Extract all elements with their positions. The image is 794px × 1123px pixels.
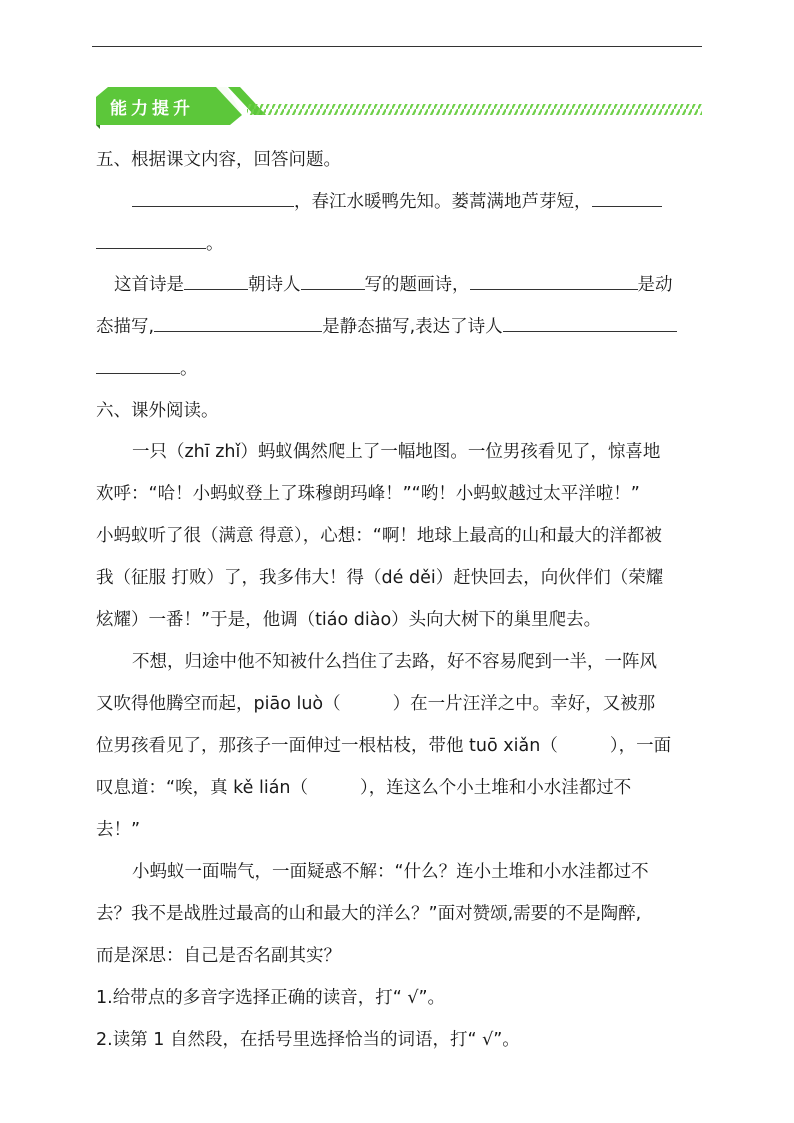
answer-blank[interactable] bbox=[154, 315, 322, 332]
q6-p2-line: 去！” bbox=[96, 820, 141, 840]
q6-p1-line: 一只（zhī zhǐ）蚂蚁偶然爬上了一幅地图。一位男孩看见了，惊喜地 bbox=[132, 442, 661, 462]
q5-line-4-text-a: 态描写, bbox=[96, 317, 155, 337]
banner-title: 能力提升 bbox=[110, 99, 194, 119]
q6-p2-line-4-text-a: 叹息道：“唉，真 kě lián（ bbox=[96, 778, 309, 798]
answer-blank[interactable] bbox=[184, 273, 248, 290]
q6-p1-line: 我（征服 打败）了，我多伟大！得（dé děi）赶快回去，向伙伴们（荣耀 bbox=[96, 568, 664, 588]
q6-p1-line: 炫耀）一番！”于是，他调（tiáo diào）头向大树下的巢里爬去。 bbox=[96, 610, 602, 630]
q6-p2-line-3-text-a: 位男孩看见了，那孩子一面伸过一根枯枝，带他 tuō xiǎn（ bbox=[96, 736, 558, 756]
q5-line-5-text: 。 bbox=[180, 359, 198, 379]
q5-line-1-text: ，春江水暖鸭先知。蒌蒿满地芦芽短， bbox=[294, 192, 592, 212]
q5-line-4-text-b: 是静态描写,表达了诗人 bbox=[322, 317, 503, 337]
section-banner bbox=[92, 85, 702, 131]
q5-line-3-text-a: 这首诗是 bbox=[114, 275, 184, 295]
q6-p1-line: 小蚂蚁听了很（满意 得意），心想：“啊！地球上最高的山和最大的洋都被 bbox=[96, 526, 662, 546]
answer-blank[interactable] bbox=[503, 315, 677, 332]
q5-line-2-text: 。 bbox=[206, 234, 224, 254]
q6-p2-line-2-text-b: ）在一片汪洋之中。幸好，又被那 bbox=[392, 694, 656, 714]
q5-line-3 bbox=[114, 273, 673, 297]
q5-line-3-text-c: 写的题画诗， bbox=[364, 275, 470, 295]
answer-blank[interactable] bbox=[132, 190, 294, 207]
header-rule bbox=[92, 46, 702, 47]
q6-p2-line-2-text-a: 又吹得他腾空而起，piāo luò（ bbox=[96, 694, 341, 714]
q6-heading: 六、课外阅读。 bbox=[96, 401, 219, 421]
q6-p2-line bbox=[96, 776, 631, 800]
answer-blank[interactable] bbox=[592, 190, 662, 207]
q6-p2-line: 不想，归途中他不知被什么挡住了去路，好不容易爬到一半，一阵风 bbox=[132, 652, 657, 672]
answer-blank[interactable] bbox=[96, 232, 206, 249]
q6-p2-line-3-text-b: ），一面 bbox=[609, 736, 672, 756]
q5-line-1 bbox=[132, 190, 662, 214]
q5-line-2 bbox=[96, 232, 224, 256]
q6-p1-line: 欢呼：“哈！小蚂蚁登上了珠穆朗玛峰！”“哟！小蚂蚁越过太平洋啦！” bbox=[96, 484, 640, 504]
q6-p2-line bbox=[96, 692, 655, 716]
answer-blank[interactable] bbox=[96, 357, 180, 374]
answer-blank[interactable] bbox=[470, 273, 638, 290]
q5-line-3-text-b: 朝诗人 bbox=[248, 275, 301, 295]
q5-line-4 bbox=[96, 315, 677, 339]
q6-p2-line bbox=[96, 734, 671, 758]
answer-blank[interactable] bbox=[301, 273, 365, 290]
q6-p3-line: 去？我不是战胜过最高的山和最大的洋么？”面对赞颂,需要的不是陶醉, bbox=[96, 904, 642, 924]
banner-hatch-stripe bbox=[247, 104, 702, 115]
q5-line-3-text-d: 是动 bbox=[637, 275, 673, 295]
q6-task-1: 1.给带点的多音字选择正确的读音，打“ √”。 bbox=[96, 988, 446, 1008]
q5-heading: 五、根据课文内容，回答问题。 bbox=[96, 150, 341, 170]
q6-task-2: 2.读第 1 自然段，在括号里选择恰当的词语，打“ √”。 bbox=[96, 1030, 520, 1050]
q5-line-5 bbox=[96, 357, 198, 381]
q6-p2-line-4-text-b: ），连这么个小土堆和小水洼都过不 bbox=[360, 778, 632, 798]
q6-p3-line: 而是深思：自己是否名副其实？ bbox=[96, 946, 341, 966]
q6-p3-line: 小蚂蚁一面喘气，一面疑惑不解：“什么？连小土堆和小水洼都过不 bbox=[132, 862, 649, 882]
